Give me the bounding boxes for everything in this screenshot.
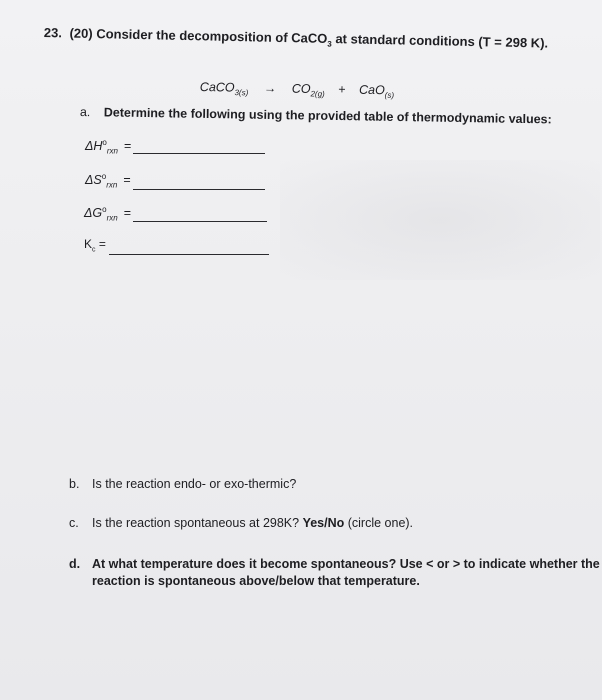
product-co2: $CO_{2(g)}$ bbox=[291, 81, 325, 99]
question-number: 23. bbox=[43, 25, 63, 41]
reactant: CaCO$_{3(s)}$ bbox=[199, 80, 249, 98]
delta-g-label: $\Delta G^o_{rxn}$ = bbox=[84, 205, 131, 223]
part-c: c. Is the reaction spontaneous at 298K? Yes/No (circle one). bbox=[69, 516, 414, 530]
part-c-label: c. bbox=[69, 516, 79, 530]
part-b bbox=[69, 477, 296, 491]
kc-answer-line[interactable] bbox=[109, 254, 269, 255]
part-a-text: Determine the following using the provided table of thermodynamic values: bbox=[103, 105, 552, 127]
product-cao: CaO$_{(s)}$ bbox=[358, 82, 395, 100]
reaction-arrow: → bbox=[263, 81, 277, 96]
delta-g-answer-line[interactable] bbox=[133, 221, 267, 222]
delta-h-label: $\Delta H^o_{rxn}$ = bbox=[85, 138, 132, 156]
part-b-text: Is the reaction endo- or exo-thermic? bbox=[92, 477, 297, 491]
part-b-label: b. bbox=[69, 477, 80, 491]
part-d-label: d. bbox=[69, 557, 81, 571]
kc-label: $K_c$ = bbox=[84, 237, 106, 254]
part-a-label: a. bbox=[79, 105, 91, 120]
question-prompt: Consider the decomposition of CaCO$_3$ at standard conditions (T = 298 K). bbox=[96, 26, 549, 51]
delta-h-answer-line[interactable] bbox=[133, 153, 265, 154]
reaction-equation bbox=[200, 80, 395, 100]
part-d-line2: reaction is spontaneous above/below that temperature. bbox=[92, 574, 420, 588]
paper-shadow bbox=[280, 160, 600, 280]
plus-sign: + bbox=[338, 82, 346, 97]
yes-no-choice[interactable]: Yes/No bbox=[302, 516, 345, 530]
question-points: (20) bbox=[69, 25, 93, 42]
part-d bbox=[69, 557, 600, 588]
question-header bbox=[44, 25, 549, 53]
delta-s-label: $\Delta S^o_{rxn}$ = bbox=[85, 172, 131, 190]
part-a-instruction bbox=[80, 105, 552, 126]
part-d-line1: At what temperature does it become spontaneous? Use < or > to indicate whether the bbox=[92, 557, 600, 571]
delta-s-answer-line[interactable] bbox=[133, 189, 265, 190]
